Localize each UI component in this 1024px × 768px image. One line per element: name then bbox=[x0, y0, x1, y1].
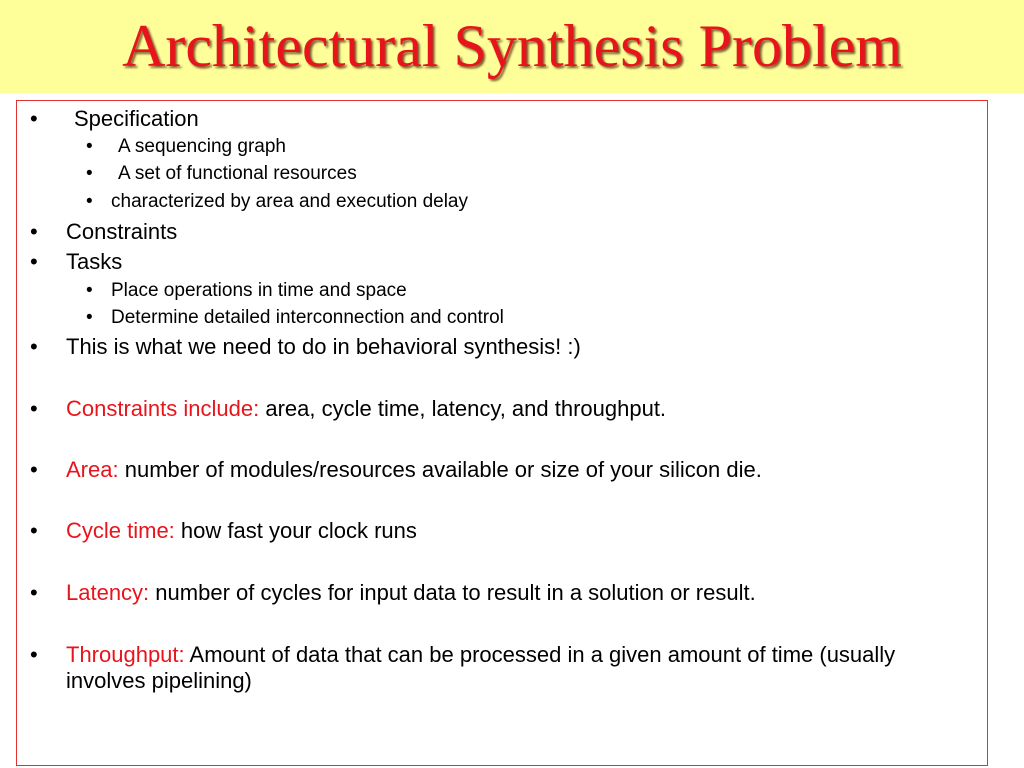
bullet-dot: • bbox=[86, 280, 93, 301]
bullet-dot: • bbox=[86, 136, 93, 157]
bullet-text: Tasks bbox=[66, 249, 123, 274]
bullet-dot: • bbox=[30, 249, 38, 274]
bullet-label: Area: bbox=[66, 457, 119, 482]
bullet-dot: • bbox=[30, 457, 38, 482]
bullet-dot: • bbox=[86, 163, 93, 184]
bullet-text: A sequencing graph bbox=[118, 136, 286, 157]
bullet-dot: • bbox=[30, 106, 38, 131]
bullet-text: A set of functional resources bbox=[118, 163, 357, 184]
bullet-dot: • bbox=[30, 518, 38, 543]
bullet-text: how fast your clock runs bbox=[180, 518, 417, 543]
bullet-text: characterized by area and execution delay bbox=[111, 191, 469, 212]
bullet-text: Amount of data that can be processed in a given amount of time (usually involves pipelining) bbox=[66, 642, 896, 693]
bullet-dot: • bbox=[30, 580, 38, 605]
bullet-label: Throughput: bbox=[66, 642, 185, 667]
bullet-text: Specification bbox=[74, 106, 199, 131]
bullet-text: Determine detailed interconnection and control bbox=[111, 307, 504, 328]
bullet-dot: • bbox=[30, 219, 38, 244]
bullet-label: Latency: bbox=[66, 580, 150, 605]
bullet-label: Cycle time: bbox=[66, 518, 175, 543]
bullet-dot: • bbox=[30, 396, 38, 421]
slide-title: Architectural Synthesis Problem bbox=[122, 13, 902, 79]
bullet-dot: • bbox=[86, 307, 93, 328]
bullet-dot: • bbox=[30, 642, 38, 667]
bullet-text: This is what we need to do in behavioral synthesis! :) bbox=[66, 334, 581, 359]
bullet-text: Constraints bbox=[66, 219, 178, 244]
bullet-dot: • bbox=[30, 334, 38, 359]
bullet-dot: • bbox=[86, 191, 93, 212]
bullet-text: number of cycles for input data to result in a solution or result. bbox=[155, 580, 756, 605]
bullet-text: Place operations in time and space bbox=[111, 280, 407, 301]
bullet-label: Constraints include: bbox=[66, 396, 260, 421]
bullet-text: area, cycle time, latency, and throughput. bbox=[265, 396, 667, 421]
bullet-text: number of modules/resources available or size of your silicon die. bbox=[124, 457, 762, 482]
